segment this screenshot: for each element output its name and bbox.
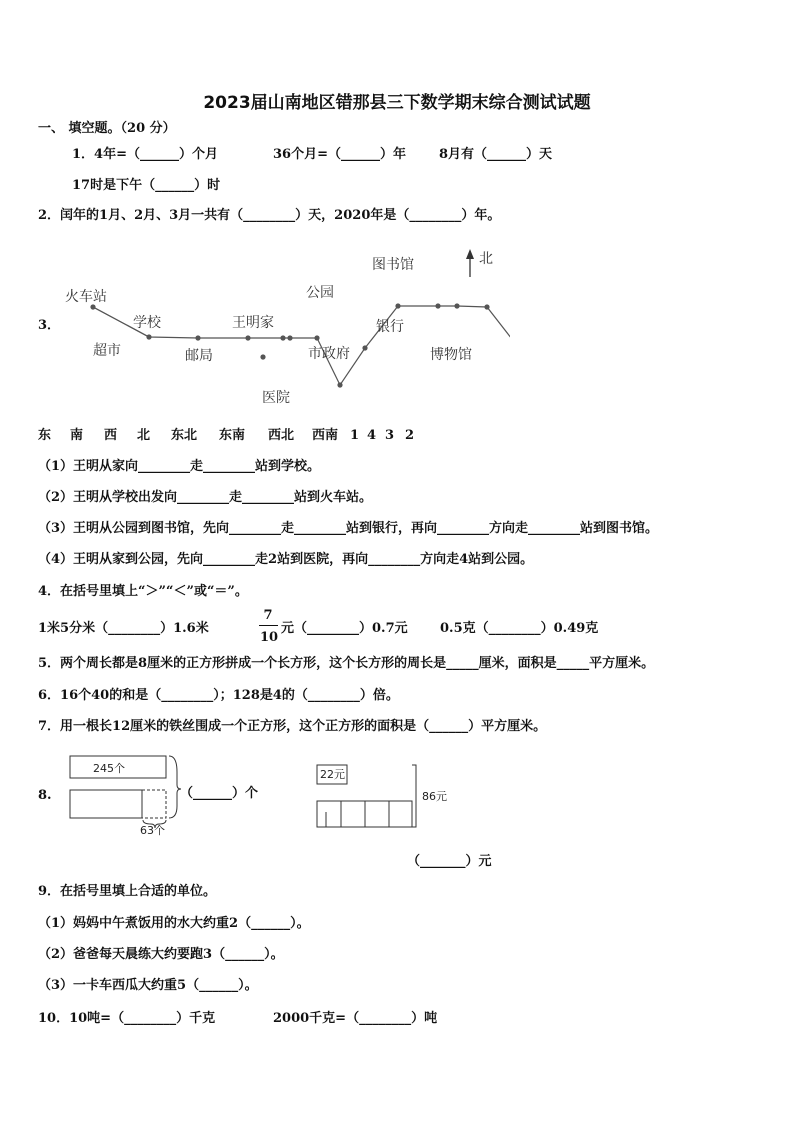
- word-bank-2: 西: [104, 428, 118, 443]
- q9-s1: （1）妈妈中午煮饭用的水大约重2（______）。: [38, 916, 310, 931]
- q2: 2．闰年的1月、2月、3月一共有（________）天，2020年是（________）年。: [38, 208, 501, 223]
- q5: 5．两个周长都是8厘米的正方形拼成一个长方形，这个长方形的周长是_____厘米，面积是_____平方厘米。: [38, 656, 655, 671]
- place-post-office: 邮局: [185, 348, 213, 364]
- q8-right-diagram: [310, 760, 460, 835]
- q9-s2: （2）爸爸每天晨练大约要跑3（______）。: [38, 947, 284, 962]
- q8-left-answer: （______）个: [180, 786, 259, 801]
- route-map: [60, 245, 510, 410]
- fraction-numerator: 7: [263, 608, 273, 623]
- word-bank-7: 西南: [312, 428, 339, 443]
- word-bank-3: 北: [137, 428, 151, 443]
- q10-b: 2000千克=（________）吨: [273, 1011, 438, 1026]
- q8-right-answer: （_______）元: [407, 854, 492, 869]
- q3-s3: （3）王明从公园到图书馆，先向________走________站到银行，再向________方向走________站到图书馆。: [38, 521, 659, 536]
- place-library: 图书馆: [372, 257, 414, 273]
- word-bank-11: 2: [405, 428, 415, 443]
- q1-a: 1．4年=（______）个月: [72, 147, 218, 162]
- word-bank-4: 东北: [171, 428, 198, 443]
- q4-a: 1米5分米（________）1.6米: [38, 621, 209, 636]
- word-bank-6: 西北: [268, 428, 295, 443]
- page-title: 2023届山南地区错那县三下数学期末综合测试试题: [203, 93, 591, 113]
- word-bank-9: 4: [367, 428, 377, 443]
- right-box-label: 22元: [320, 768, 345, 781]
- north-label: 北: [479, 251, 493, 267]
- q3-s4: （4）王明从家到公园，先向________走2站到医院，再向________方向走4站到公园。: [38, 552, 534, 567]
- word-bank-10: 3: [385, 428, 395, 443]
- fraction-bar: [259, 625, 278, 626]
- word-bank-0: 东: [38, 428, 52, 443]
- q4-b: 元（________）0.7元: [281, 621, 408, 636]
- word-bank-8: 1: [350, 428, 360, 443]
- place-supermarket: 超市: [93, 343, 121, 359]
- left-bottom-label: 63个: [140, 824, 165, 837]
- q10-a: 10．10吨=（________）千克: [38, 1011, 216, 1026]
- q7: 7．用一根长12厘米的铁丝围成一个正方形，这个正方形的面积是（______）平方厘米。: [38, 719, 547, 734]
- place-bank: 银行: [376, 319, 404, 335]
- q4-stem: 4．在括号里填上“＞”“＜”或“＝”。: [38, 584, 248, 599]
- q3-s1: （1）王明从家向________走________站到学校。: [38, 459, 321, 474]
- q3-s2: （2）王明从学校出发向________走________站到火车站。: [38, 490, 373, 505]
- place-city-hall: 市政府: [308, 346, 350, 362]
- word-bank-5: 东南: [219, 428, 246, 443]
- place-hospital: 医院: [262, 390, 290, 406]
- q1-b: 36个月=（______）年: [273, 147, 406, 162]
- section-heading: 一、 填空题。（20 分）: [38, 121, 176, 136]
- q6: 6．16个40的和是（________）；128是4的（________）倍。: [38, 688, 399, 703]
- right-total-label: 86元: [422, 790, 447, 803]
- place-park: 公园: [306, 285, 334, 301]
- q9-s3: （3）一卡车西瓜大约重5（______）。: [38, 978, 258, 993]
- q8-number: 8.: [38, 788, 52, 803]
- place-train-station: 火车站: [65, 289, 107, 305]
- q1-d: 17时是下午（______）时: [72, 178, 221, 193]
- q3-number: 3．: [38, 318, 61, 333]
- place-school: 学校: [133, 315, 161, 331]
- q1-c: 8月有（______）天: [439, 147, 553, 162]
- q8-left-diagram: [65, 752, 185, 842]
- fraction-denominator: 10: [260, 630, 279, 645]
- q4-c: 0.5克（________）0.49克: [440, 621, 599, 636]
- place-wangming-home: 王明家: [232, 315, 274, 331]
- word-bank-1: 南: [70, 428, 84, 443]
- q9-stem: 9．在括号里填上合适的单位。: [38, 884, 217, 899]
- place-museum: 博物馆: [430, 347, 472, 363]
- left-top-label: 245个: [93, 762, 125, 775]
